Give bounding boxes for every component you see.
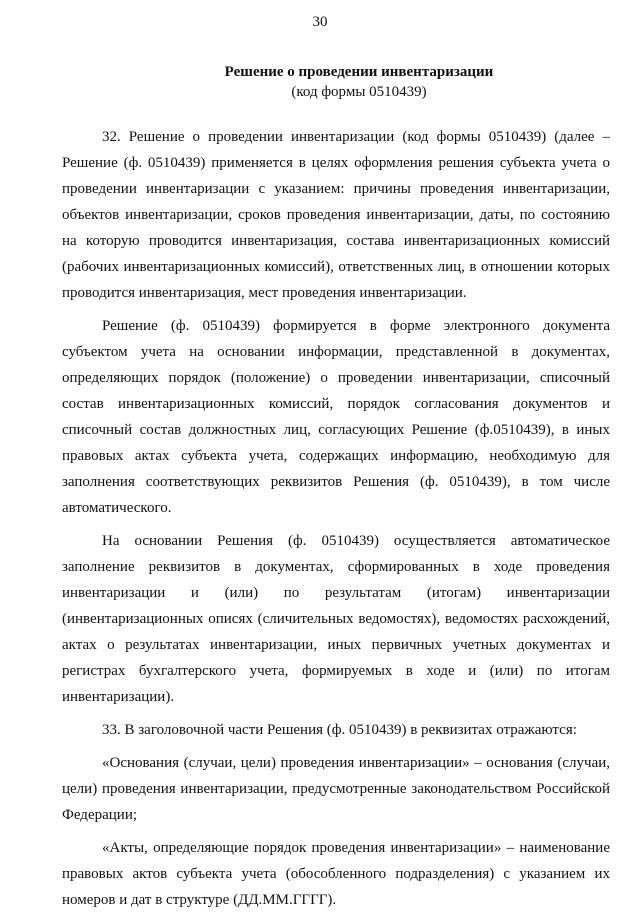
- paragraph-autofill: На основании Решения (ф. 0510439) осуществляется автоматическое заполнение реквизитов в документах, сформированных в ходе проведения инвентаризации и (или) по результатам (итогам) инвентаризации (инвентаризационных описях (сличительных ведомостях), ведомостях расхождений, актах о результатах инвентаризации, иных первичных учетных документах и регистрах бухгалтерского учета, формируемых в ходе и (или) по итогам инвентаризации).: [62, 533, 610, 705]
- paragraph-acts: «Акты, определяющие порядок проведения инвентаризации» – наименование правовых актов субъекта учета (обособленного подразделения) с указанием их номеров и дат в структуре (ДД.ММ.ГГГГ).: [62, 840, 610, 908]
- page-number: 30: [312, 14, 328, 30]
- body-text: [62, 124, 610, 920]
- paragraph-32: 32. Решение о проведении инвентаризации (код формы 0510439) (далее – Решение (ф. 0510439) применяется в целях оформления решения субъекта учета о проведении инвентаризации с указанием: причины проведения инвентаризации, объектов инвентаризации, сроков проведения инвентаризации, даты, по состоянию на которую проводится инвентаризация, состава инвентаризационных комиссий (рабочих инвентаризационных комиссий), ответственных лиц, в отношении которых проводится инвентаризация, мест проведения инвентаризации.: [62, 129, 610, 301]
- paragraph-33: 33. В заголовочной части Решения (ф. 0510439) в реквизитах отражаются:: [102, 722, 577, 738]
- paragraph-grounds: «Основания (случаи, цели) проведения инвентаризации» – основания (случаи, цели) проведения инвентаризации, предусмотренные законодательством Российской Федерации;: [62, 755, 610, 823]
- form-code-subtitle: (код формы 0510439): [291, 84, 427, 100]
- paragraph-formation: Решение (ф. 0510439) формируется в форме электронного документа субъектом учета на основании информации, представленной в документах, определяющих порядок (положение) о проведении инвентаризации, списочный состав инвентаризационных комиссий, порядок согласования документов и списочный состав должностных лиц, согласующих Решение (ф.0510439), в иных правовых актах субъекта учета, содержащих информацию, необходимую для заполнения соответствующих реквизитов Решения (ф. 0510439), в том числе автоматического.: [62, 318, 610, 516]
- document-title: Решение о проведении инвентаризации: [224, 64, 494, 80]
- section-heading: [0, 62, 640, 102]
